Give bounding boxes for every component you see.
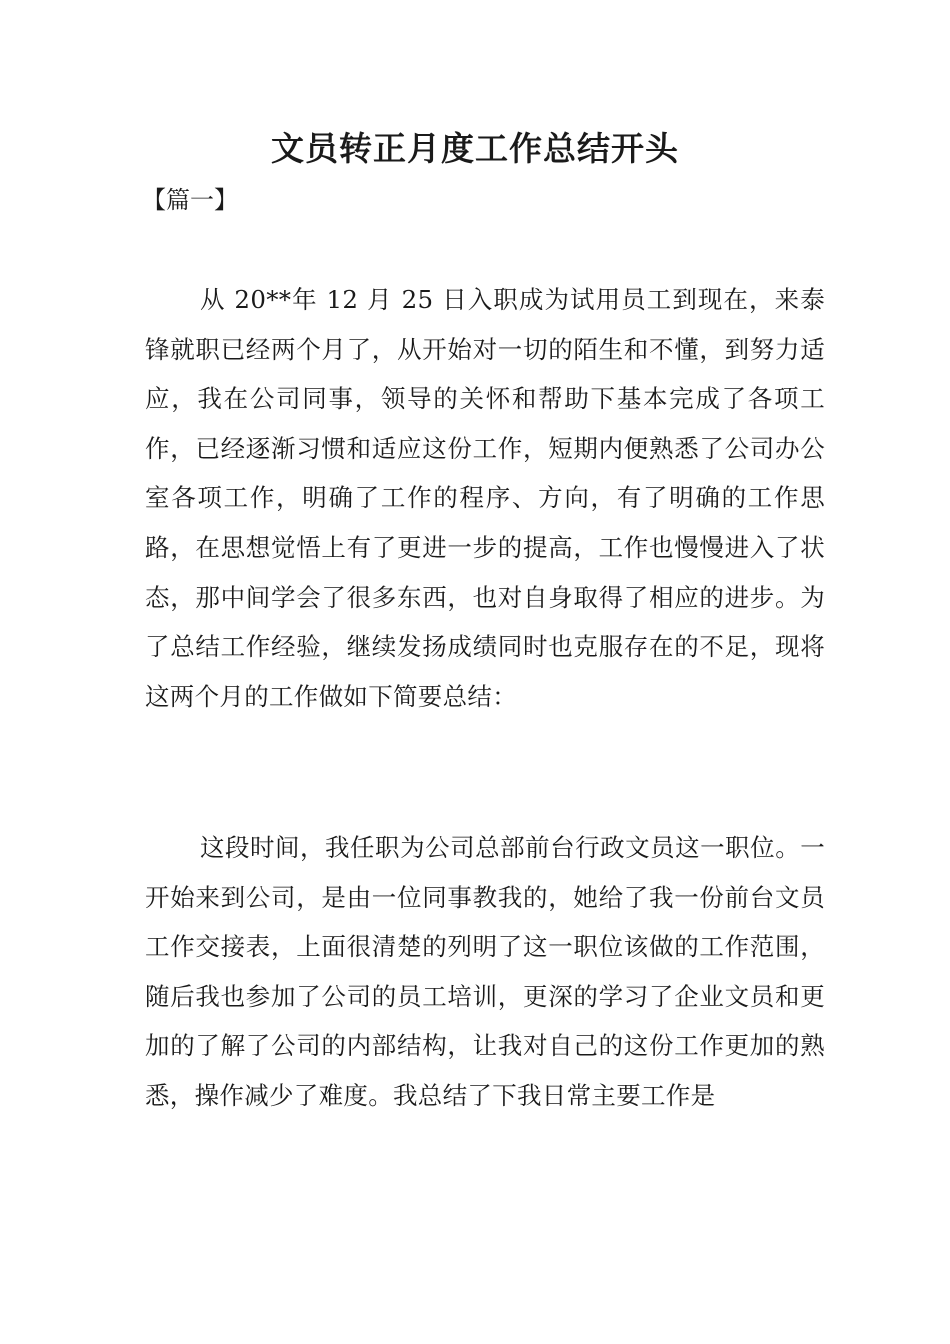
section-label: 【篇一】 xyxy=(142,186,238,214)
paragraph-1: 从 20**年 12 月 25 日入职成为试用员工到现在，来泰锋就职已经两个月了，从开始对一切的陌生和不懂，到努力适应，我在公司同事，领导的关怀和帮助下基本完成了各项工作，已经逐渐习惯和适应这份工作，短期内便熟悉了公司办公室各项工作，明确了工作的程序、方向，有了明确的工作思路，在思想觉悟上有了更进一步的提高，工作也慢慢进入了状态，那中间学会了很多东西，也对自身取得了相应的进步。为了总结工作经验，继续发扬成绩同时也克服存在的不足，现将这两个月的工作做如下简要总结： xyxy=(145,285,825,711)
paragraph-2: 这段时间，我任职为公司总部前台行政文员这一职位。一开始来到公司，是由一位同事教我的，她给了我一份前台文员工作交接表，上面很清楚的列明了这一职位该做的工作范围，随后我也参加了公司的员工培训，更深的学习了企业文员和更加的了解了公司的内部结构，让我对自己的这份工作更加的熟悉，操作减少了难度。我总结了下我日常主要工作是 xyxy=(145,833,825,1110)
document-title: 文员转正月度工作总结开头 xyxy=(271,129,679,168)
